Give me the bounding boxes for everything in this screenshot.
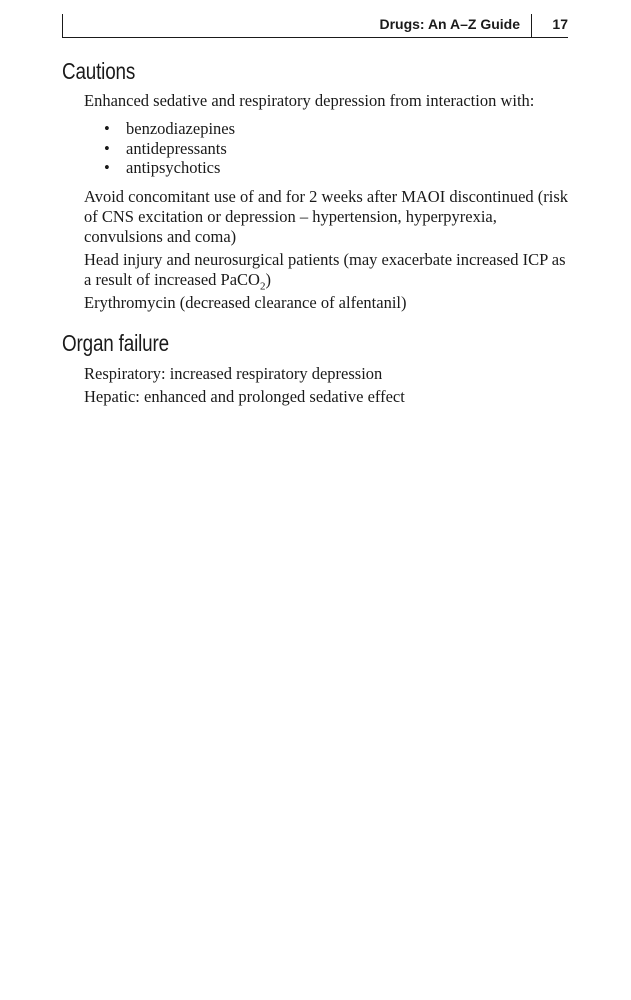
closing-paren: ) xyxy=(265,270,271,289)
head-injury-caution xyxy=(84,250,574,293)
interaction-list xyxy=(84,119,235,178)
cautions-intro: Enhanced sedative and respiratory depression from interaction with: xyxy=(84,91,535,110)
list-item: • benzodiazepines xyxy=(84,119,235,139)
page-number: 17 xyxy=(552,16,568,32)
header-divider xyxy=(531,14,533,37)
running-header xyxy=(62,14,568,38)
list-item: • antidepressants xyxy=(84,139,235,159)
running-title: Drugs: An A–Z Guide xyxy=(379,16,520,32)
cautions-heading: Cautions xyxy=(62,58,136,84)
subscript-2: 2 xyxy=(259,280,266,293)
organ-failure-heading: Organ failure xyxy=(62,330,169,356)
erythromycin-caution: Erythromycin (decreased clearance of alfentanil) xyxy=(84,293,407,312)
hepatic-failure: Hepatic: enhanced and prolonged sedative effect xyxy=(84,387,405,406)
maoi-caution: Avoid concomitant use of and for 2 weeks after MAOI discontinued (risk of CNS excitation or depression – hypertension, hyperpyrexia, convulsions and coma) xyxy=(84,187,569,246)
list-item: • antipsychotics xyxy=(84,158,235,178)
head-injury-text: Head injury and neurosurgical patients (may exacerbate increased ICP as a result of increased PaCO xyxy=(84,250,566,289)
respiratory-failure: Respiratory: increased respiratory depression xyxy=(84,364,383,383)
